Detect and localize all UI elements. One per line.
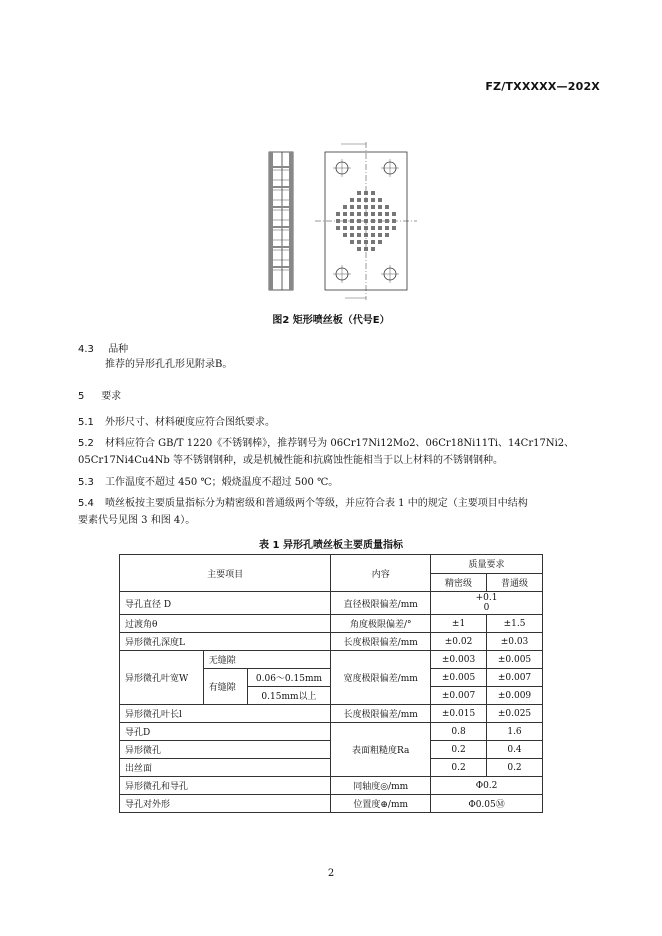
clause-text: 工作温度不超过 450 ℃；煅烧温度不超过 500 ℃。 bbox=[105, 477, 339, 488]
spinneret-hole bbox=[364, 247, 368, 251]
spinneret-hole bbox=[392, 219, 396, 223]
table-row bbox=[120, 592, 543, 615]
header-item: 主要项目 bbox=[120, 555, 331, 592]
spinneret-hole bbox=[343, 219, 347, 223]
spinneret-hole bbox=[350, 198, 354, 202]
spinneret-hole bbox=[350, 212, 354, 216]
row-precision: ±0.015 bbox=[431, 705, 487, 723]
spinneret-hole bbox=[371, 191, 375, 195]
spinneret-hole bbox=[364, 233, 368, 237]
side-view bbox=[269, 152, 293, 290]
row-value bbox=[431, 592, 543, 615]
spinneret-hole bbox=[336, 212, 340, 216]
table-row bbox=[120, 723, 543, 741]
spinneret-hole bbox=[336, 219, 340, 223]
row-content: 宽度极限偏差/mm bbox=[331, 651, 431, 705]
spinneret-hole bbox=[364, 198, 368, 202]
spinneret-hole bbox=[392, 226, 396, 230]
spinneret-hole bbox=[378, 219, 382, 223]
header-content: 内容 bbox=[331, 555, 431, 592]
spinneret-hole bbox=[343, 212, 347, 216]
section-5-heading bbox=[78, 387, 121, 402]
row-ordinary: 0.4 bbox=[487, 741, 543, 759]
section-number: 5 bbox=[78, 391, 85, 402]
row-precision: ±1 bbox=[431, 615, 487, 633]
figure-caption: 图2 矩形喷丝板（代号E） bbox=[272, 315, 390, 326]
spinneret-hole bbox=[343, 226, 347, 230]
row-item: 过渡角θ bbox=[120, 615, 331, 633]
row-content: 直径极限偏差/mm bbox=[331, 592, 431, 615]
spinneret-hole bbox=[385, 212, 389, 216]
row-ordinary: 1.6 bbox=[487, 723, 543, 741]
section-title: 要求 bbox=[101, 391, 122, 402]
spinneret-hole bbox=[357, 198, 361, 202]
row-item: 异形微孔和导孔 bbox=[120, 777, 331, 795]
row-item: 异形微孔叶宽W bbox=[120, 651, 204, 705]
spinneret-hole bbox=[371, 240, 375, 244]
spinneret-hole bbox=[357, 233, 361, 237]
spinneret-hole bbox=[392, 212, 396, 216]
spinneret-hole bbox=[378, 226, 382, 230]
spinneret-hole bbox=[357, 240, 361, 244]
sub-range-2: 0.15mm以上 bbox=[247, 687, 331, 705]
row-item: 出丝面 bbox=[120, 759, 331, 777]
spinneret-hole bbox=[378, 240, 382, 244]
row-precision: 0.2 bbox=[431, 759, 487, 777]
spinneret-hole bbox=[343, 205, 347, 209]
row-content: 长度极限偏差/mm bbox=[331, 705, 431, 723]
spinneret-hole bbox=[357, 205, 361, 209]
clause-text-line1: 材料应符合 GB/T 1220《不锈钢棒》，推荐钢号为 06Cr17Ni12Mo2、06Cr18Ni11Ti、14Cr17Ni2、 bbox=[105, 438, 575, 449]
spinneret-hole bbox=[371, 198, 375, 202]
spinneret-hole bbox=[336, 226, 340, 230]
paragraph-5-4 bbox=[78, 495, 598, 529]
row-item: 导孔对外形 bbox=[120, 795, 331, 813]
row-item: 异形微孔深度L bbox=[120, 633, 331, 651]
row-item: 异形微孔叶长l bbox=[120, 705, 331, 723]
table-row bbox=[120, 615, 543, 633]
clause-number: 5.2 bbox=[78, 438, 94, 449]
row-precision: ±0.005 bbox=[431, 669, 487, 687]
header-precision: 精密级 bbox=[431, 573, 487, 592]
row-content: 表面粗糙度Ra bbox=[331, 723, 431, 777]
front-view bbox=[315, 142, 417, 300]
section-number: 4.3 bbox=[78, 344, 94, 355]
spinneret-hole bbox=[378, 212, 382, 216]
sub-item-no-gap: 无缝隙 bbox=[203, 651, 331, 669]
row-value: Φ0.2 bbox=[431, 777, 543, 795]
row-content: 同轴度◎/mm bbox=[331, 777, 431, 795]
row-precision: ±0.007 bbox=[431, 687, 487, 705]
spinneret-hole bbox=[371, 205, 375, 209]
row-ordinary: ±0.025 bbox=[487, 705, 543, 723]
spinneret-hole bbox=[350, 233, 354, 237]
row-ordinary: ±0.03 bbox=[487, 633, 543, 651]
table-title: 表 1 异形孔喷丝板主要质量指标 bbox=[259, 540, 403, 551]
row-item: 导孔直径 D bbox=[120, 592, 331, 615]
spinneret-hole bbox=[364, 219, 368, 223]
row-content: 位置度⊕/mm bbox=[331, 795, 431, 813]
paragraph-5-2 bbox=[78, 435, 598, 469]
spinneret-hole bbox=[364, 226, 368, 230]
table-row bbox=[120, 795, 543, 813]
spinneret-hole bbox=[350, 240, 354, 244]
table-row bbox=[120, 633, 543, 651]
spinneret-hole bbox=[371, 247, 375, 251]
clause-number: 5.4 bbox=[78, 498, 94, 509]
section-title: 品种 bbox=[108, 344, 129, 355]
row-precision: 0.8 bbox=[431, 723, 487, 741]
quality-table bbox=[119, 554, 543, 813]
table-row bbox=[120, 705, 543, 723]
tolerance-upper: +0.1 bbox=[475, 593, 498, 603]
spinneret-hole bbox=[371, 219, 375, 223]
paragraph-5-1 bbox=[78, 414, 275, 431]
sub-range-1: 0.06～0.15mm bbox=[247, 669, 331, 687]
spinneret-hole bbox=[385, 219, 389, 223]
row-content: 角度极限偏差/° bbox=[331, 615, 431, 633]
header-ordinary: 普通级 bbox=[487, 573, 543, 592]
row-value: Φ0.05Ⓜ bbox=[431, 795, 543, 813]
row-item: 异形微孔 bbox=[120, 741, 331, 759]
spinneret-hole bbox=[371, 212, 375, 216]
spinneret-hole bbox=[357, 226, 361, 230]
spinneret-hole bbox=[350, 219, 354, 223]
row-item: 导孔D bbox=[120, 723, 331, 741]
spinneret-hole bbox=[364, 240, 368, 244]
table-header-row bbox=[120, 555, 543, 574]
tolerance-lower: 0 bbox=[483, 603, 490, 613]
clause-number: 5.3 bbox=[78, 477, 94, 488]
spinneret-hole bbox=[385, 233, 389, 237]
clause-text: 外形尺寸、材料硬度应符合图纸要求。 bbox=[105, 417, 275, 428]
clause-number: 5.1 bbox=[78, 417, 94, 428]
row-precision: ±0.003 bbox=[431, 651, 487, 669]
sub-item-with-gap: 有缝隙 bbox=[203, 669, 247, 705]
spinneret-hole bbox=[357, 247, 361, 251]
standard-code: FZ/TXXXXX—202X bbox=[485, 80, 600, 93]
clause-text-line2: 05Cr17Ni4Cu4Nb 等不锈钢钢种，或是机械性能和抗腐蚀性能相当于以上材料的不锈钢钢种。 bbox=[78, 455, 503, 466]
spinneret-hole bbox=[364, 212, 368, 216]
spinneret-hole bbox=[357, 212, 361, 216]
page-number: 2 bbox=[327, 868, 335, 879]
paragraph-5-3 bbox=[78, 474, 338, 491]
spinneret-hole bbox=[385, 226, 389, 230]
table-row bbox=[120, 651, 543, 669]
section-4-3-text: 推荐的异形孔孔形见附录B。 bbox=[105, 359, 233, 370]
spinneret-drawing bbox=[255, 140, 455, 305]
spinneret-hole bbox=[385, 205, 389, 209]
row-content: 长度极限偏差/mm bbox=[331, 633, 431, 651]
clause-text-line2: 要素代号见图 3 和图 4）。 bbox=[78, 515, 196, 526]
section-4-3-heading bbox=[78, 340, 128, 355]
spinneret-hole bbox=[350, 205, 354, 209]
spinneret-hole bbox=[350, 226, 354, 230]
row-precision: 0.2 bbox=[431, 741, 487, 759]
spinneret-hole bbox=[378, 198, 382, 202]
spinneret-hole bbox=[378, 205, 382, 209]
spinneret-hole bbox=[364, 205, 368, 209]
row-ordinary: ±0.009 bbox=[487, 687, 543, 705]
row-ordinary: ±0.005 bbox=[487, 651, 543, 669]
header-quality: 质量要求 bbox=[431, 555, 543, 574]
spinneret-hole bbox=[343, 233, 347, 237]
table-row bbox=[120, 777, 543, 795]
row-ordinary: ±1.5 bbox=[487, 615, 543, 633]
row-ordinary: ±0.007 bbox=[487, 669, 543, 687]
spinneret-hole bbox=[357, 191, 361, 195]
spinneret-hole bbox=[371, 226, 375, 230]
row-ordinary: 0.2 bbox=[487, 759, 543, 777]
spinneret-hole bbox=[378, 233, 382, 237]
spinneret-hole bbox=[357, 219, 361, 223]
row-precision: ±0.02 bbox=[431, 633, 487, 651]
spinneret-hole bbox=[364, 191, 368, 195]
spinneret-hole bbox=[371, 233, 375, 237]
clause-text-line1: 喷丝板按主要质量指标分为精密级和普通级两个等级，并应符合表 1 中的规定（主要项目中结构 bbox=[105, 498, 528, 509]
